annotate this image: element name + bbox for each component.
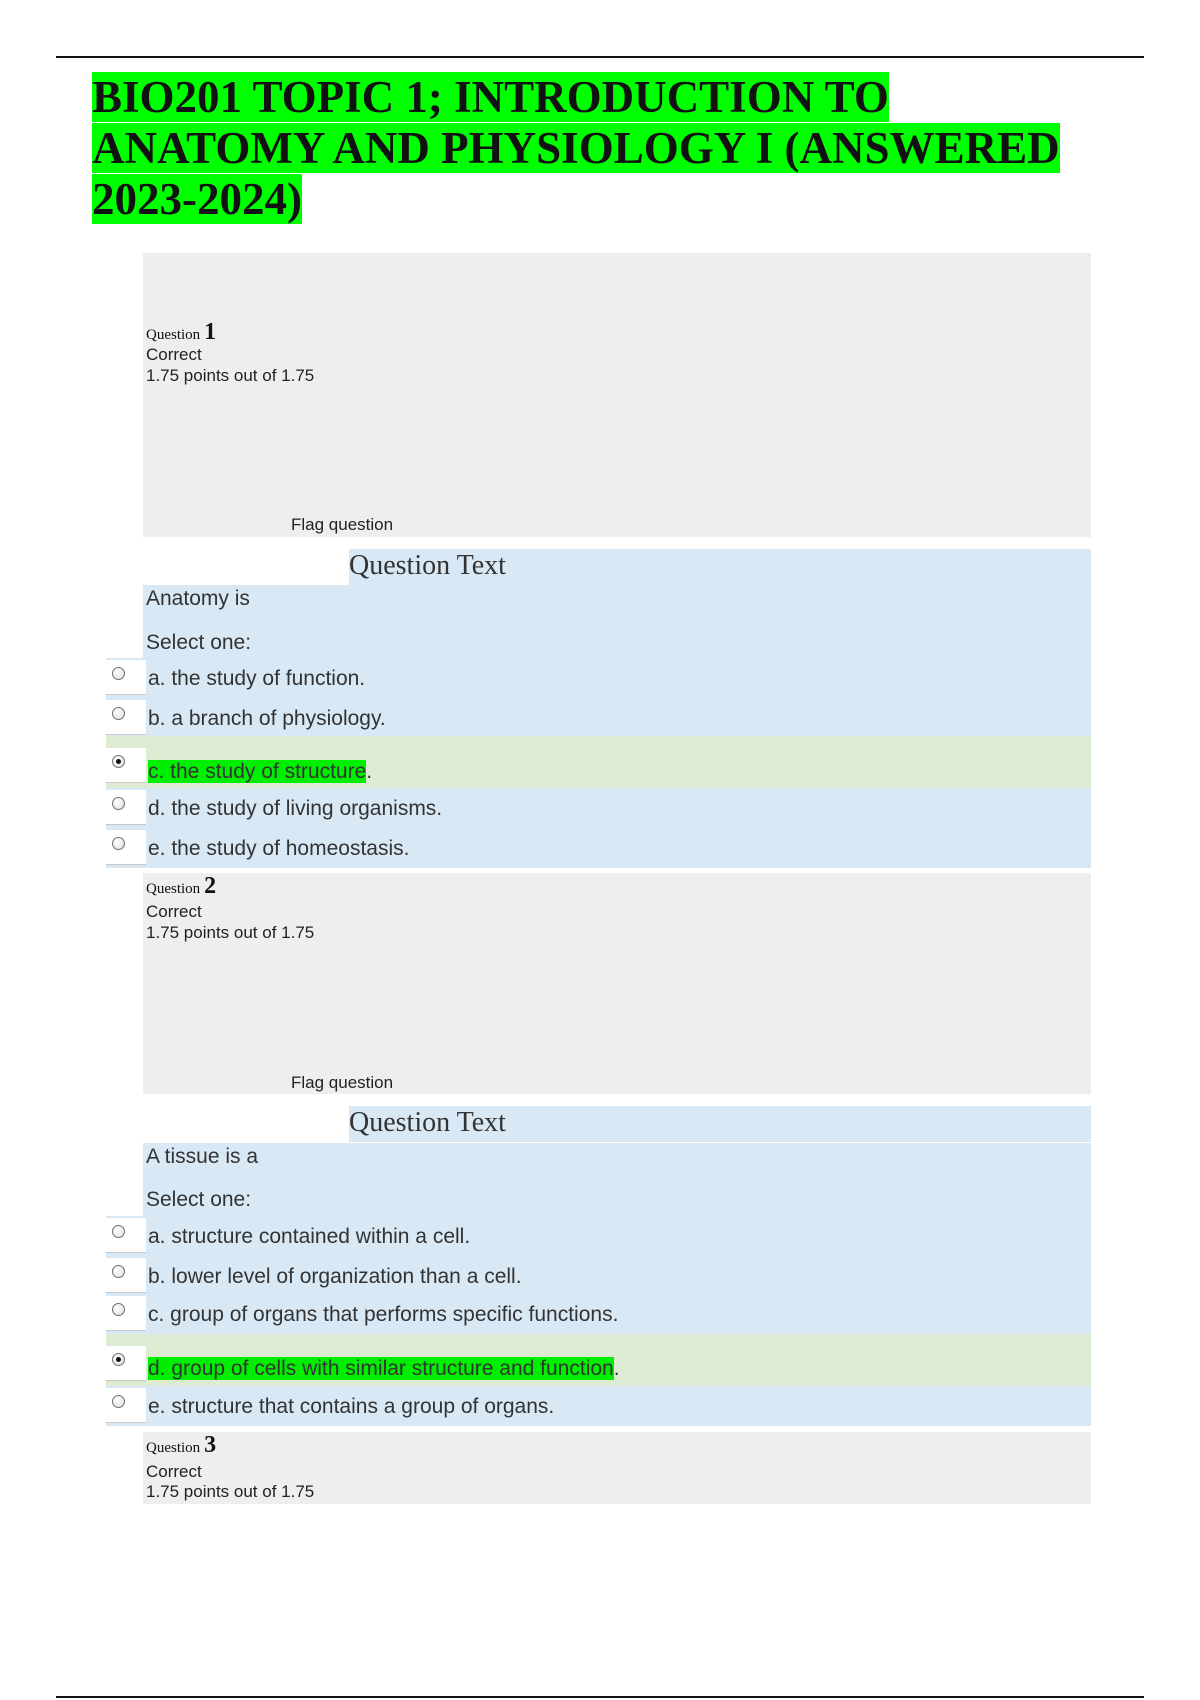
question-1-answer-b[interactable]: [106, 698, 1091, 738]
radio-button[interactable]: [112, 1395, 125, 1408]
question-label: Question: [146, 1440, 201, 1456]
radio-cell: [106, 1346, 146, 1381]
question-label: Question: [146, 327, 201, 343]
answer-text: a. the study of function.: [148, 667, 366, 690]
question-1-answer-c[interactable]: [106, 736, 1091, 788]
radio-button[interactable]: [112, 797, 125, 810]
radio-button-selected[interactable]: [112, 1353, 125, 1366]
radio-button[interactable]: [112, 1265, 125, 1278]
title-highlight: BIO201 TOPIC 1; INTRODUCTION TO ANATOMY AND PHYSIOLOGY I (ANSWERED 2023-2024): [92, 72, 1060, 224]
radio-cell: [106, 700, 146, 735]
question-2-text-label: Question Text: [349, 1107, 506, 1138]
question-number: 1: [204, 319, 217, 345]
answer-text: e. the study of homeostasis.: [148, 837, 410, 860]
question-2-flag[interactable]: Flag question: [291, 1073, 394, 1092]
question-2-prompt-area: [143, 1143, 1091, 1216]
question-number: 3: [204, 1432, 217, 1458]
question-1-prompt: Anatomy is: [146, 587, 250, 610]
radio-cell: [106, 748, 146, 783]
question-2-answer-c[interactable]: [106, 1294, 1091, 1334]
answer-suffix: .: [613, 1357, 620, 1380]
question-2-answer-e[interactable]: [106, 1386, 1091, 1426]
radio-cell: [106, 1296, 146, 1331]
document-title: [92, 72, 1092, 225]
question-1-text-label: Question Text: [349, 550, 506, 581]
radio-button[interactable]: [112, 837, 125, 850]
radio-button[interactable]: [112, 707, 125, 720]
question-2-info: [143, 873, 1091, 1094]
question-2-grade: 1.75 points out of 1.75: [146, 923, 315, 942]
radio-button[interactable]: [112, 667, 125, 680]
question-1-answer-e[interactable]: [106, 828, 1091, 868]
radio-button[interactable]: [112, 1225, 125, 1238]
question-label: Question: [146, 881, 201, 897]
question-number: 2: [204, 873, 217, 899]
radio-button[interactable]: [112, 1303, 125, 1316]
radio-cell: [106, 1218, 146, 1253]
question-1-select-label: Select one:: [146, 631, 252, 654]
question-1-status: Correct: [146, 345, 202, 364]
radio-cell: [106, 830, 146, 865]
answer-text: [148, 760, 372, 784]
question-2-status: Correct: [146, 902, 202, 921]
answer-text: b. lower level of organization than a cell.: [148, 1265, 522, 1288]
answer-text: b. a branch of physiology.: [148, 707, 386, 730]
question-2-select-label: Select one:: [146, 1188, 252, 1211]
radio-cell: [106, 1388, 146, 1423]
question-3-grade: 1.75 points out of 1.75: [146, 1482, 315, 1501]
radio-cell: [106, 790, 146, 825]
answer-suffix: .: [366, 760, 373, 783]
answer-text: e. structure that contains a group of organs.: [148, 1395, 555, 1418]
radio-cell: [106, 1258, 146, 1293]
radio-cell: [106, 660, 146, 695]
answer-highlight: d. group of cells with similar structure and function: [148, 1357, 614, 1380]
question-1-heading: [146, 319, 216, 346]
answer-text: c. group of organs that performs specific functions.: [148, 1303, 619, 1326]
question-3-info: [143, 1432, 1091, 1504]
question-3-heading: [146, 1432, 216, 1459]
question-1-grade: 1.75 points out of 1.75: [146, 366, 315, 385]
question-2-answer-a[interactable]: [106, 1216, 1091, 1256]
top-rule: [56, 56, 1144, 58]
question-1-info: [143, 253, 1091, 537]
bottom-rule: [56, 1696, 1144, 1698]
answer-text: [148, 1357, 620, 1381]
question-2-prompt: A tissue is a: [146, 1145, 259, 1168]
question-2-answer-d[interactable]: [106, 1334, 1091, 1386]
question-1-answer-d[interactable]: [106, 788, 1091, 828]
answer-text: d. the study of living organisms.: [148, 797, 443, 820]
question-2-heading: [146, 873, 216, 900]
question-2-answer-b[interactable]: [106, 1256, 1091, 1296]
question-3-status: Correct: [146, 1462, 202, 1481]
answer-highlight: c. the study of structure: [148, 760, 367, 783]
question-1-answer-a[interactable]: [106, 658, 1091, 698]
question-1-flag[interactable]: Flag question: [291, 515, 394, 534]
radio-button-selected[interactable]: [112, 755, 125, 768]
answer-text: a. structure contained within a cell.: [148, 1225, 471, 1248]
